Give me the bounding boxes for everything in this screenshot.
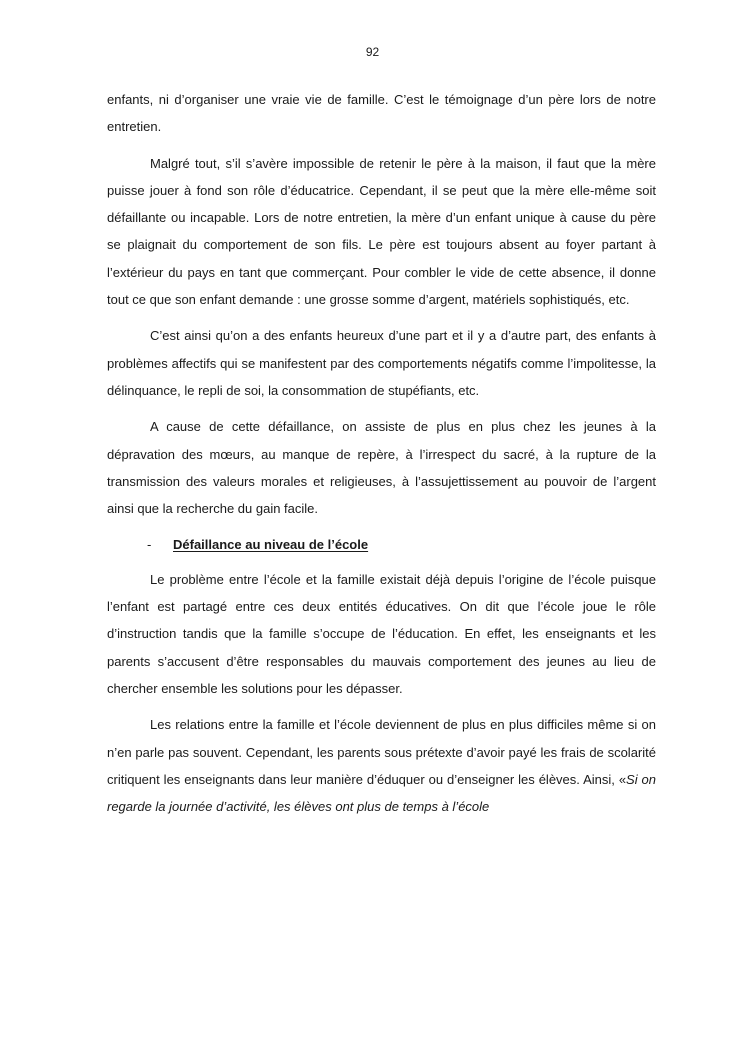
paragraph-relations — [107, 711, 656, 820]
paragraph-relations-quote: Si on regarde la journée d’activité, les élèves ont plus de temps à l’école — [107, 771, 656, 815]
paragraph-youth-depravation: A cause de cette défaillance, on assiste de plus en plus chez les jeunes à la dépravation des mœurs, au manque de repère, à l’irrespect du sacré, à la rupture de la transmission des valeurs morales et religieuses, à l’assujettissement au pouvoir de l’argent ainsi que la recherche du gain facile. — [107, 419, 656, 517]
section-heading — [107, 531, 656, 558]
heading-bullet: - — [147, 537, 152, 553]
paragraph-mother-role: Malgré tout, s’il s’avère impossible de retenir le père à la maison, il faut que la mère puisse jouer à fond son rôle d’éducatrice. Cependant, il se peut que la mère elle-même soit défaillante ou incapable. Lors de notre entretien, la mère d’un enfant unique à cause du père se plaignait du comportement de son fils. Le père est toujours absent au foyer partant à l’extérieur du pays en tant que commerçant. Pour combler le vide de cette absence, il donne tout ce que son enfant demande : une grosse somme d’argent, matériels sophistiqués, etc. — [107, 155, 656, 308]
section-title: Défaillance au niveau de l’école — [173, 537, 369, 553]
page-number: 92 — [365, 45, 380, 59]
paragraph-school-family-problem: Le problème entre l’école et la famille existait déjà depuis l’origine de l’école puisque l’enfant est partagé entre ces deux entités éducatives. On dit que l’école joue le rôle d’instruction tandis que la famille s’occupe de l’éducation. En effet, les enseignants et les parents s’accusent d’être responsables du mauvais comportement des jeunes au lieu de chercher ensemble les solutions pour les dépasser. — [107, 571, 656, 696]
paragraph-affective-problems: C’est ainsi qu’on a des enfants heureux d’une part et il y a d’autre part, des enfants à problèmes affectifs qui se manifestent par des comportements négatifs comme l’impolitesse, la délinquance, le repli de soi, la consommation de stupéfiants, etc. — [107, 328, 656, 398]
paragraph-continuation: enfants, ni d’organiser une vraie vie de famille. C’est le témoignage d’un père lors de notre entretien. — [107, 92, 656, 135]
page-body — [107, 86, 656, 829]
paragraph-relations-text: Les relations entre la famille et l’école deviennent de plus en plus difficiles même si on n’en parle pas souvent. Cependant, les parents sous prétexte d’avoir payé les frais de scolarité critiquent les enseignants dans leur manière d’éduquer ou d’enseigner les élèves. Ainsi, « — [107, 717, 656, 787]
